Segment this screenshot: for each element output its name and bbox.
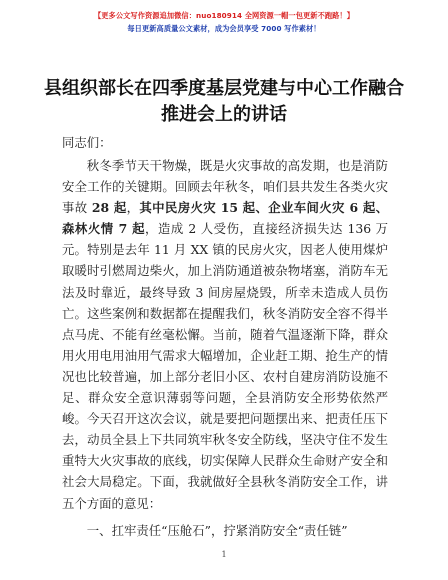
document-title-line-1: 县组织部长在四季度基层党建与中心工作融合: [44, 78, 404, 99]
incident-breakdown: 其中民房火灾 15 起、企业车间火灾 6 起、森林火情 7 起: [62, 200, 388, 237]
section-heading-1: 一、扛牢责任“压舱石”，拧紧消防安全“责任链”: [86, 523, 348, 538]
promo-banner-line-2: 每日更新高质量公文素材，成为会员享受 7000 写作素材！: [127, 24, 321, 33]
paragraph-text-2: ，: [126, 200, 140, 216]
paragraph-text-3: ，造成 2 人受伤，直接经济损失达 136 万元。特别是去年 11 月 XX 镇的民房火灾，因老人使用煤炉取暖时引燃周边柴火，加上消防通道被杂物堵塞，消防车无法及时靠近，最终导致 3 间房屋烧毁，所幸未造成人员伤亡。这些案例和数据都在提醒我们，秋冬消防安全容不得半点马虎、不能有丝毫松懈。当前，随着气温逐渐下降，群众用火用电用油用气需求大幅增加，企业赶工期、抢生产的情况也比较普遍，加上部分老旧小区、农村自建房消防设施不足、群众安全意识薄弱等问题，全县消防安全形势依然严峻。今天召开这次会议，就是要把问题摆出来、把责任压下去，动员全县上下共同筑牢秋冬安全防线，坚决守住不发生重特大火灾事故的底线，切实保障人民群众生命财产安全和社会大局稳定。下面，我就做好全县秋冬消防安全工作，讲五个方面的意见：: [62, 221, 388, 511]
document-title-line-2: 推进会上的讲话: [161, 104, 287, 125]
promo-banner: [0, 9, 448, 35]
body-paragraph: [62, 155, 388, 514]
salutation: 同志们：: [62, 135, 112, 150]
page-number: 1: [221, 550, 227, 559]
promo-banner-line-1: 【更多公文写作资源追加微信：nuo180914 全网资源一帽一包更新不跑路！】: [93, 11, 355, 20]
total-incidents: 28 起: [91, 200, 127, 216]
document-title: [0, 76, 448, 128]
paragraph-text-1: 秋冬季节天干物燥，既是火灾事故的高发期，也是消防安全工作的关键期。回顾去年秋冬，咱们县共发生各类火灾事故: [62, 158, 388, 216]
